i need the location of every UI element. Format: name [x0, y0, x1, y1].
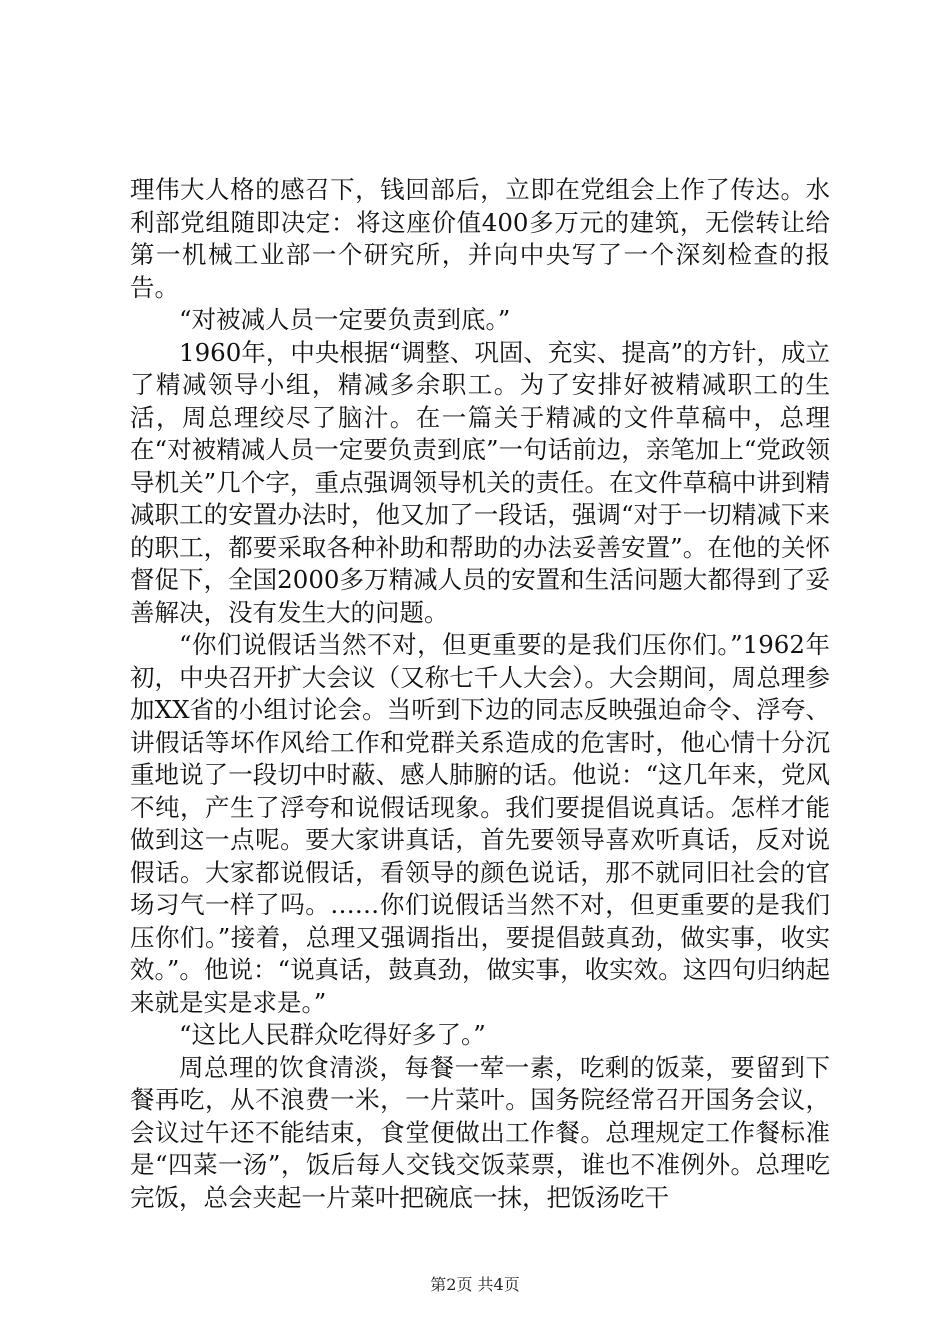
paragraph-reduction: 1960年，中央根据“调整、巩固、充实、提高”的方针，成立了精减领导小组，精减多余职工。为了安排好被精减职工的生活，周总理绞尽了脑汁。在一篇关于精减的文件草稿中，总理在“对被精减人员一定要负责到底”一句话前边，亲笔加上“党政领导机关”几个字，重点强调领导机关的责任。在文件草稿中讲到精减职工的安置办法时，他又加了一段话，强调“对于一切精减下来的职工，都要采取各种补助和帮助的办法妥善安置”。在他的关怀督促下，全国2000多万精减人员的安置和生活问题大都得到了妥善解决，没有发生大的问题。	[130, 337, 830, 627]
document-body	[130, 174, 830, 1214]
section-heading-responsibility: “对被减人员一定要负责到底。”	[179, 305, 511, 334]
paragraph-truth: “你们说假话当然不对，但更重要的是我们压你们。”1962年初，中央召开扩大会议（又称七千人大会）。大会期间，周总理参加XX省的小组讨论会。当听到下边的同志反映强迫命令、浮夸、讲假话等坏作风给工作和党群关系造成的危害时，他心情十分沉重地说了一段切中时蔽、感人肺腑的话。他说：“这几年来，党风不纯，产生了浮夸和说假话现象。我们要提倡说真话。怎样才能做到这一点呢。要大家讲真话，首先要领导喜欢听真话，反对说假话。大家都说假话，看领导的颜色说话，那不就同旧社会的官场习气一样了吗。……你们说假话当然不对，但更重要的是我们压你们。”接着，总理又强调指出，要提倡鼓真劲，做实事，收实效。”。他说：“说真话，鼓真劲，做实事，收实效。这四句归纳起来就是实是求是。”	[130, 630, 830, 1017]
section-heading-meals: “这比人民群众吃得好多了。”	[179, 1020, 486, 1049]
paragraph-continuation: 理伟大人格的感召下，钱回部后，立即在党组会上作了传达。水利部党组随即决定：将这座价值400多万元的建筑，无偿转让给第一机械工业部一个研究所，并向中央写了一个深刻检查的报告。	[130, 175, 830, 302]
page-number-footer: 第2页 共4页	[430, 1275, 520, 1294]
paragraph-meals: 周总理的饮食清淡，每餐一荤一素，吃剩的饭菜，要留到下餐再吃，从不浪费一米，一片菜叶。国务院经常召开国务会议，会议过午还不能结束，食堂便做出工作餐。总理规定工作餐标准是“四菜一汤”，饭后每人交钱交饭菜票，谁也不准例外。总理吃完饭，总会夹起一片菜叶把碗底一抹，把饭汤吃干	[130, 1052, 830, 1212]
